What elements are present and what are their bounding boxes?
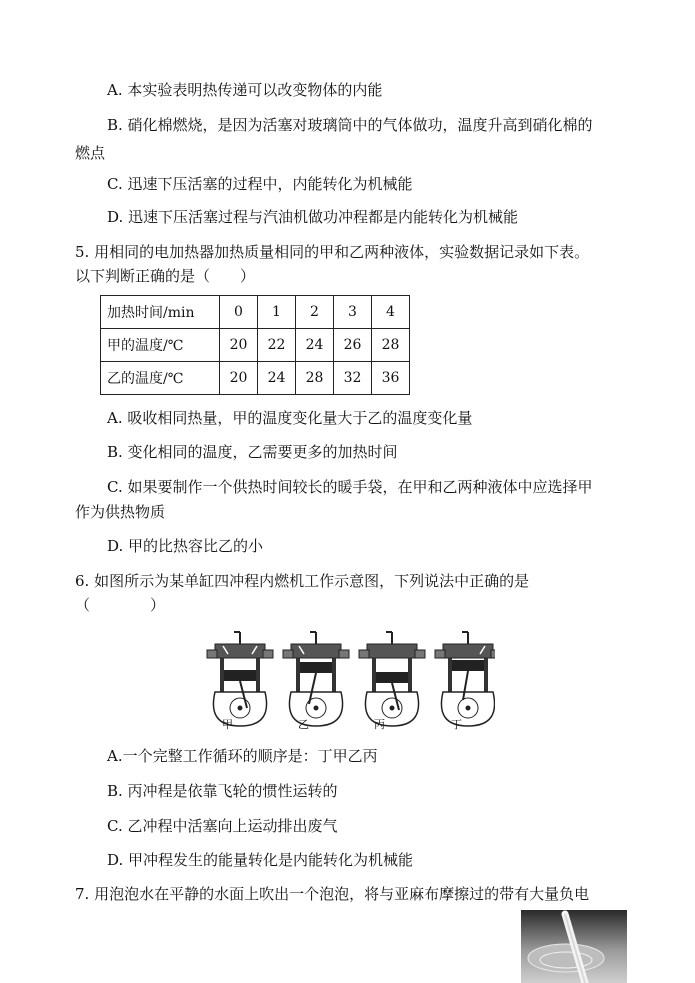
q5-data-table — [100, 295, 410, 395]
table-cell: 2 — [296, 296, 334, 329]
q5-option-d: D. 甲的比热容比乙的小 — [107, 537, 264, 555]
table-cell: 24 — [296, 329, 334, 362]
engine-ding — [435, 632, 495, 726]
bubble-photo — [521, 910, 627, 983]
q6-stem-line1: 6. 如图所示为某单缸四冲程内燃机工作示意图，下列说法中正确的是 — [75, 572, 530, 590]
table-cell: 36 — [372, 362, 410, 395]
q5-option-c-line2: 作为供热物质 — [75, 503, 166, 521]
engine-strokes-diagram — [195, 628, 495, 732]
q5-option-a: A. 吸收相同热量，甲的温度变化量大于乙的温度变化量 — [107, 409, 473, 427]
table-cell: 24 — [258, 362, 296, 395]
q6-option-d: D. 甲冲程发生的能量转化是内能转化为机械能 — [107, 851, 414, 869]
table-cell: 28 — [296, 362, 334, 395]
q6-option-b: B. 丙冲程是依靠飞轮的惯性运转的 — [107, 782, 338, 800]
table-cell: 26 — [334, 329, 372, 362]
table-cell: 3 — [334, 296, 372, 329]
table-cell: 加热时间/min — [101, 296, 220, 329]
engine-label-ding: 丁 — [451, 718, 462, 731]
q5-stem-line1: 5. 用相同的电加热器加热质量相同的甲和乙两种液体，实验数据记录如下表。 — [75, 243, 590, 261]
engine-bing — [359, 632, 425, 726]
q4-option-a: A. 本实验表明热传递可以改变物体的内能 — [107, 81, 383, 99]
table-row-jia — [101, 329, 410, 362]
q4-option-c: C. 迅速下压活塞的过程中，内能转化为机械能 — [107, 175, 413, 193]
table-cell: 20 — [220, 329, 258, 362]
table-cell: 乙的温度/℃ — [101, 362, 220, 395]
table-cell: 0 — [220, 296, 258, 329]
table-cell: 20 — [220, 362, 258, 395]
q4-option-b-line1: B. 硝化棉燃烧，是因为活塞对玻璃筒中的气体做功，温度升高到硝化棉的 — [107, 116, 593, 134]
table-cell: 4 — [372, 296, 410, 329]
q5-option-b: B. 变化相同的温度，乙需要更多的加热时间 — [107, 443, 398, 461]
q6-option-a: A.一个完整工作循环的顺序是：丁甲乙丙 — [107, 747, 378, 765]
engine-yi — [283, 632, 349, 726]
q6-option-c: C. 乙冲程中活塞向上运动排出废气 — [107, 817, 338, 835]
q4-option-b-line2: 燃点 — [75, 144, 106, 162]
table-row-time — [101, 296, 410, 329]
table-cell: 1 — [258, 296, 296, 329]
engine-label-jia: 甲 — [222, 718, 233, 731]
engine-label-bing: 丙 — [374, 718, 385, 731]
table-cell: 甲的温度/℃ — [101, 329, 220, 362]
q7-stem-line1: 7. 用泡泡水在平静的水面上吹出一个泡泡，将与亚麻布摩擦过的带有大量负电 — [75, 885, 590, 903]
table-cell: 22 — [258, 329, 296, 362]
table-cell: 28 — [372, 329, 410, 362]
engine-label-yi: 乙 — [298, 718, 309, 731]
table-cell: 32 — [334, 362, 372, 395]
q6-stem-line2: （ ） — [75, 596, 166, 614]
q5-option-c-line1: C. 如果要制作一个供热时间较长的暖手袋，在甲和乙两种液体中应选择甲 — [107, 478, 593, 496]
table-row-yi — [101, 362, 410, 395]
q5-stem-line2: 以下判断正确的是（ ） — [75, 267, 256, 285]
engine-jia — [207, 632, 273, 726]
q4-option-d: D. 迅速下压活塞过程与汽油机做功冲程都是内能转化为机械能 — [107, 208, 519, 226]
